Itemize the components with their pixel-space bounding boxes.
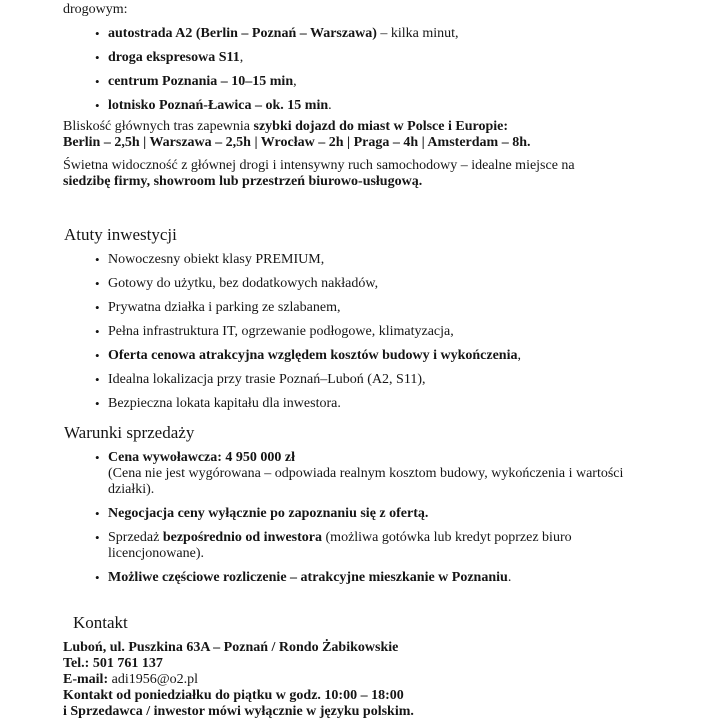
bullet-droga-ekspresowa [95, 50, 707, 66]
bold-text-segment: Kontakt od poniedziałku do piątku w godz. 10:00 – 18:00 [63, 688, 404, 703]
bold-text-segment: lotnisko Poznań-Ławica – ok. 15 min [108, 98, 329, 113]
text-segment: adi1956@o2.pl [108, 672, 198, 687]
text-line [108, 506, 707, 522]
paragraph-bliskosc [63, 119, 707, 151]
text-lines [108, 74, 707, 90]
bullet-icon: • [95, 396, 100, 411]
text-line [108, 98, 707, 114]
text-lines [108, 530, 707, 562]
bullet-icon: • [95, 50, 100, 65]
bullet-icon: • [95, 276, 100, 291]
contact-block [63, 640, 707, 720]
bold-text-segment: Luboń, ul. Puszkina 63A – Poznań / Rondo Żabikowskie [63, 640, 399, 655]
text-lines [63, 158, 707, 190]
text-segment: Idealna lokalizacja przy trasie Poznań–Luboń (A2, S11), [108, 372, 426, 387]
bullet-prywatna-dzialka [95, 300, 707, 316]
bold-text-segment: szybki dojazd do miast w Polsce i Europie: [253, 119, 508, 134]
heading-atuty-inwestycji: Atuty inwestycji [64, 225, 177, 244]
bullet-icon: • [95, 26, 100, 41]
text-line [108, 570, 707, 586]
text-segment: Bliskość głównych tras zapewnia [63, 119, 254, 134]
text-lines [63, 640, 707, 720]
text-line [108, 348, 707, 364]
bullet-icon: • [95, 98, 100, 113]
text-line [108, 74, 707, 90]
text-line [63, 656, 707, 672]
paragraph-drogowym [63, 2, 707, 18]
text-line [108, 26, 707, 42]
bold-text-segment: Cena wywoławcza: 4 950 000 zł [108, 450, 296, 465]
text-lines [108, 570, 707, 586]
text-segment: (Cena nie jest wygórowana – odpowiada realnym kosztom budowy, wykończenia i wartości [108, 466, 624, 481]
text-line [108, 324, 707, 340]
text-line [108, 372, 707, 388]
paragraph-swietna [63, 158, 707, 190]
bullet-negocjacja [95, 506, 707, 522]
text-line [108, 450, 707, 466]
text-segment: Pełna infrastruktura IT, ogrzewanie podłogowe, klimatyzacja, [108, 324, 454, 339]
text-segment: (możliwa gotówka lub kredyt poprzez biuro [322, 530, 572, 545]
text-line [63, 704, 707, 720]
heading-warunki-sprzedazy: Warunki sprzedaży [64, 423, 195, 442]
text-line [108, 466, 707, 482]
text-line [63, 640, 707, 656]
text-lines [108, 506, 707, 522]
text-segment: – kilka minut, [376, 26, 459, 41]
text-segment: . [328, 98, 332, 113]
text-segment: Bezpieczna lokata kapitału dla inwestora. [108, 396, 341, 411]
text-segment: Świetna widoczność z głównej drogi i intensywny ruch samochodowy – idealne miejsce na [63, 158, 575, 173]
text-segment: licencjonowane). [108, 546, 205, 561]
bullet-autostrada [95, 26, 707, 42]
text-line [63, 672, 707, 688]
bold-text-segment: centrum Poznania – 10–15 min [108, 74, 294, 89]
bullet-icon: • [95, 506, 100, 521]
bullet-icon: • [95, 570, 100, 585]
text-line [63, 158, 707, 174]
bullet-lotnisko [95, 98, 707, 114]
bullet-centrum-poznania [95, 74, 707, 90]
bullet-cena-wywolawcza [95, 450, 707, 498]
bullet-icon: • [95, 530, 100, 545]
bullet-icon: • [95, 450, 100, 465]
bold-text-segment: Berlin – 2,5h | Warszawa – 2,5h | Wrocław – 2h | Praga – 4h | Amsterdam – 8h. [63, 135, 531, 150]
text-line [63, 2, 707, 18]
bullet-icon: • [95, 324, 100, 339]
text-segment: , [517, 348, 521, 363]
bold-text-segment: Możliwe częściowe rozliczenie – atrakcyjne mieszkanie w Poznaniu [108, 570, 508, 585]
text-line [108, 546, 707, 562]
text-line [108, 482, 707, 498]
text-line [63, 688, 707, 704]
text-line [108, 396, 707, 412]
bullet-sprzedaz [95, 530, 707, 562]
text-lines [108, 50, 707, 66]
bold-text-segment: i Sprzedawca / inwestor mówi wyłącznie w języku polskim. [63, 704, 414, 719]
text-segment: działki). [108, 482, 155, 497]
bullet-bezpieczna-lokata [95, 396, 707, 412]
text-lines [108, 300, 707, 316]
bold-text-segment: siedzibę firmy, showroom lub przestrzeń biurowo-usługową. [63, 174, 423, 189]
bullet-infrastruktura [95, 324, 707, 340]
bold-text-segment: droga ekspresowa S11 [108, 50, 240, 65]
text-lines [108, 348, 707, 364]
bold-text-segment: E-mail: [63, 672, 109, 687]
text-line [63, 119, 707, 135]
text-segment: , [293, 74, 297, 89]
bullet-gotowy [95, 276, 707, 292]
bold-text-segment: autostrada A2 (Berlin – Poznań – Warszawa) [108, 26, 377, 41]
text-segment: Prywatna działka i parking ze szlabanem, [108, 300, 341, 315]
text-segment: . [507, 570, 512, 585]
bullet-icon: • [95, 300, 100, 315]
text-lines [63, 119, 707, 151]
text-segment: Gotowy do użytku, bez dodatkowych nakładów, [108, 276, 379, 291]
bullet-mozliwe-rozliczenie [95, 570, 707, 586]
text-line [108, 50, 707, 66]
text-lines [108, 98, 707, 114]
bold-text-segment: Tel.: 501 761 137 [63, 656, 163, 671]
text-line [108, 300, 707, 316]
text-lines [108, 26, 707, 42]
bullet-oferta-cenowa [95, 348, 707, 364]
bold-text-segment: Negocjacja ceny wyłącznie po zapoznaniu się z ofertą. [108, 506, 429, 521]
text-segment: drogowym: [63, 2, 128, 17]
bold-text-segment: Oferta cenowa atrakcyjna względem kosztów budowy i wykończenia [108, 348, 518, 363]
heading-kontakt: Kontakt [73, 613, 128, 632]
bullet-icon: • [95, 74, 100, 89]
text-segment: Sprzedaż [108, 530, 163, 545]
text-line [108, 276, 707, 292]
text-line [108, 530, 707, 546]
text-line [63, 174, 707, 190]
text-segment: Nowoczesny obiekt klasy PREMIUM, [108, 252, 325, 267]
bullet-nowoczesny [95, 252, 707, 268]
text-line [63, 135, 707, 151]
bullet-icon: • [95, 348, 100, 363]
bullet-icon: • [95, 252, 100, 267]
text-lines [108, 252, 707, 268]
bullet-icon: • [95, 372, 100, 387]
text-segment: , [239, 50, 244, 65]
text-lines [108, 324, 707, 340]
bold-text-segment: bezpośrednio od inwestora [162, 530, 323, 545]
text-lines [108, 276, 707, 292]
text-lines [108, 396, 707, 412]
text-lines [108, 450, 707, 498]
text-lines [63, 2, 707, 18]
text-lines [108, 372, 707, 388]
text-line [108, 252, 707, 268]
bullet-idealna-lokalizacja [95, 372, 707, 388]
